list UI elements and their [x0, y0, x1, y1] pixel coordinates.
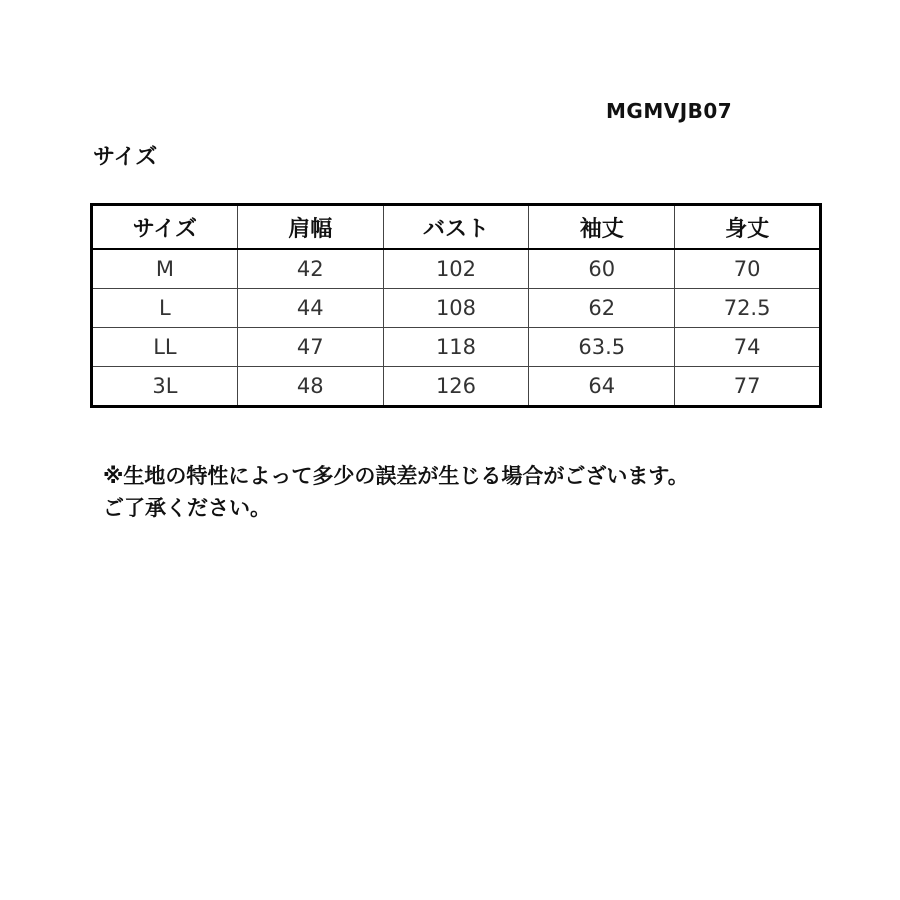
- cell-bust: 102: [383, 249, 529, 289]
- cell-body-length: 74: [675, 328, 821, 367]
- product-code: MGMVJB07: [606, 99, 733, 123]
- table-row: [92, 328, 821, 367]
- cell-bust: 108: [383, 289, 529, 328]
- disclaimer-line-2: ご了承ください。: [103, 496, 271, 520]
- section-title: サイズ: [93, 145, 158, 170]
- cell-shoulder-width: 48: [237, 367, 383, 407]
- header-shoulder-width: 肩幅: [237, 205, 383, 250]
- cell-body-length: 72.5: [675, 289, 821, 328]
- cell-body-length: 70: [675, 249, 821, 289]
- cell-shoulder-width: 42: [237, 249, 383, 289]
- cell-bust: 126: [383, 367, 529, 407]
- cell-sleeve-length: 63.5: [529, 328, 675, 367]
- header-size: サイズ: [92, 205, 238, 250]
- table-row: [92, 289, 821, 328]
- cell-bust: 118: [383, 328, 529, 367]
- cell-sleeve-length: 62: [529, 289, 675, 328]
- disclaimer-note: [103, 460, 689, 524]
- cell-size: 3L: [92, 367, 238, 407]
- table-row: [92, 367, 821, 407]
- size-table: [90, 203, 822, 408]
- cell-size: L: [92, 289, 238, 328]
- cell-sleeve-length: 60: [529, 249, 675, 289]
- header-sleeve-length: 袖丈: [529, 205, 675, 250]
- disclaimer-line-1: ※生地の特性によって多少の誤差が生じる場合がございます。: [103, 464, 689, 488]
- cell-body-length: 77: [675, 367, 821, 407]
- header-bust: バスト: [383, 205, 529, 250]
- cell-size: LL: [92, 328, 238, 367]
- cell-size: M: [92, 249, 238, 289]
- cell-sleeve-length: 64: [529, 367, 675, 407]
- table-row: [92, 249, 821, 289]
- cell-shoulder-width: 44: [237, 289, 383, 328]
- header-body-length: 身丈: [675, 205, 821, 250]
- table-header-row: [92, 205, 821, 250]
- cell-shoulder-width: 47: [237, 328, 383, 367]
